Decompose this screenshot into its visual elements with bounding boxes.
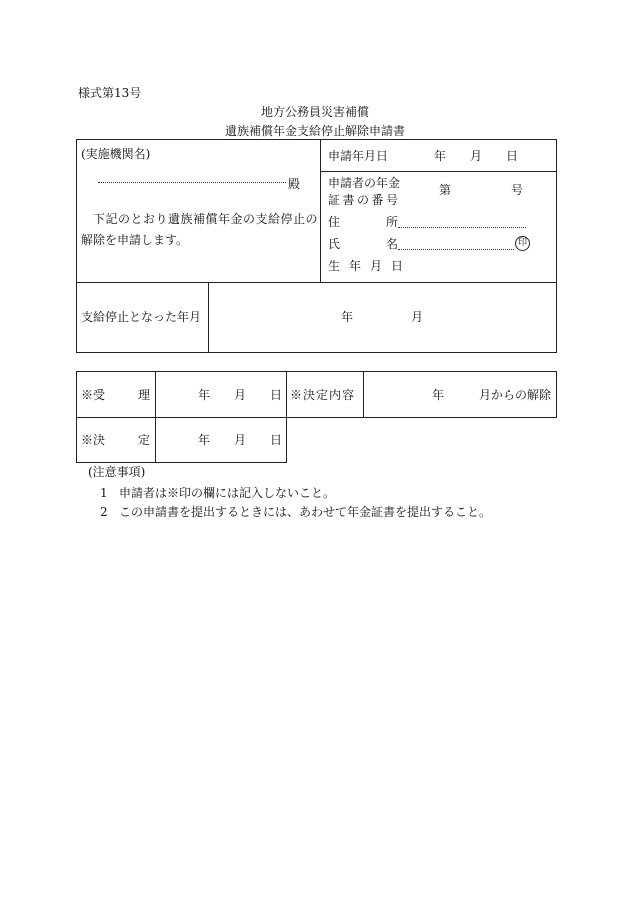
form-title-line1: 地方公務員災害補償 [260,105,369,119]
agency-label: (実施機関名) [81,147,151,161]
note-number-2: 2 [100,505,108,519]
addressee-field[interactable] [98,182,286,183]
table-divider [208,282,209,353]
name-label-2: 名 [386,237,399,251]
name-label-1: 氏 [328,237,341,251]
addressee-suffix: 殿 [288,177,301,191]
receipt-year: 年 [198,388,211,402]
request-text-line1: 下記のとおり遺族補償年金の支給停止の [93,212,319,226]
decision-content-label: ※決定内容 [290,388,356,402]
receipt-month: 月 [234,388,247,402]
certificate-label-line2: 証書の番号 [328,193,401,207]
decision-label-2: 定 [138,433,151,447]
suspension-label: 支給停止となった年月 [81,310,202,324]
form-number: 様式第13号 [78,86,142,100]
table-divider [286,371,287,418]
address-field[interactable] [398,227,526,228]
decision-label-1: ※決 [81,433,106,447]
application-date-label: 申請年月日 [328,149,389,163]
suspension-month: 月 [411,310,424,324]
note-text-2: この申請書を提出するときには、あわせて年金証書を提出すること。 [119,505,492,519]
note-number-1: 1 [100,486,108,500]
decision-content-year: 年 [432,388,445,402]
decision-day: 日 [270,433,283,447]
name-field[interactable] [398,249,514,250]
decision-content-release: 月からの解除 [479,388,552,402]
application-date-month: 月 [470,149,483,163]
address-label-2: 所 [386,215,399,229]
table-divider [320,171,557,172]
birthdate-label: 生年月日 [328,259,413,273]
certificate-go: 号 [511,183,524,197]
application-date-year: 年 [434,149,447,163]
certificate-dai: 第 [439,183,452,197]
form-title-line2: 遺族補償年金支給停止解除申請書 [224,124,405,138]
notes-heading: (注意事項) [88,465,146,479]
table-divider [320,139,321,283]
office-table-row2 [76,417,287,463]
certificate-label-line1: 申請者の年金 [328,176,401,190]
application-date-day: 日 [506,149,519,163]
note-text-1: 申請者は※印の欄には記入しないこと。 [119,486,336,500]
receipt-label-1: ※受 [81,388,106,402]
table-divider [363,371,364,418]
decision-year: 年 [198,433,211,447]
suspension-year: 年 [341,310,354,324]
request-text-line2: 解除を申請します。 [81,233,189,247]
receipt-day: 日 [270,388,283,402]
seal-mark: 印 [515,236,530,251]
address-label-1: 住 [328,215,341,229]
receipt-label-2: 理 [138,388,151,402]
decision-month: 月 [234,433,247,447]
